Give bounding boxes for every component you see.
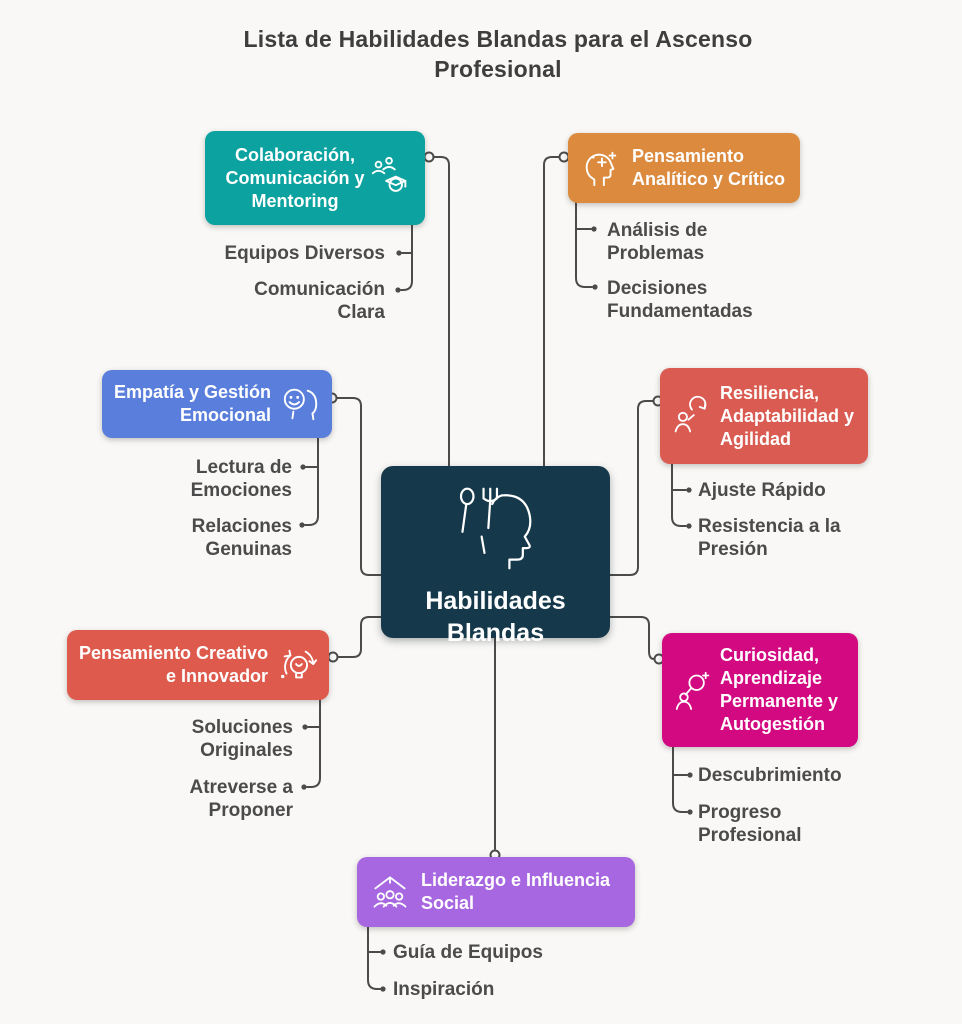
branch-pensamiento-creativo-innovador — [67, 630, 329, 700]
branch-pensamiento-analitico-critico — [568, 133, 800, 203]
empathy-smiley-head-icon — [279, 384, 323, 424]
branch-colaboracion-label: Colaboración, Comunicación y Mentoring — [225, 144, 365, 211]
analytical-head-icon — [580, 147, 622, 189]
sub-item-equipos-diversos: Equipos Diversos — [224, 243, 385, 264]
central-node-habilidades-blandas — [381, 466, 610, 647]
page-title-line-1: Lista de Habilidades Blandas para el Ascenso — [243, 26, 753, 52]
central-node-label: Habilidades Blandas — [425, 587, 566, 647]
page-title-line-2: Profesional — [434, 56, 562, 82]
branch-empatia-label: Empatía y Gestión Emocional — [114, 382, 272, 425]
branch-liderazgo-label: Liderazgo e Influencia Social — [421, 870, 611, 913]
sub-item-decisiones-fundamentadas: Decisiones Fundamentadas — [607, 278, 753, 322]
connector-colaboracion — [434, 157, 449, 466]
sub-item-descubrimiento: Descubrimiento — [698, 765, 842, 786]
bracket-empatia — [305, 438, 318, 525]
head-with-cutlery-icon — [438, 482, 554, 579]
connector-analitico — [544, 157, 559, 466]
branch-colaboracion-comunicacion-mentoring — [205, 131, 425, 225]
leadership-people-icon — [369, 872, 411, 912]
sub-item-relaciones-genuinas: Relaciones Genuinas — [191, 516, 292, 560]
sub-item-analisis-de-problemas: Análisis de Problemas — [607, 220, 708, 264]
branch-creativo-label: Pensamiento Creativo e Innovador — [79, 643, 269, 686]
branch-resiliencia-label: Resiliencia, Adaptabilidad y Agilidad — [720, 382, 855, 449]
branch-curiosidad-aprendizaje-autogestion — [662, 633, 858, 747]
sub-item-ajuste-rapido: Ajuste Rápido — [698, 480, 826, 501]
connector-creativo — [338, 617, 382, 657]
sub-item-lectura-de-emociones: Lectura de Emociones — [190, 457, 292, 501]
branch-curiosidad-label: Curiosidad, Aprendizaje Permanente y Autogestión — [720, 645, 839, 734]
sub-item-progreso-profesional: Progreso Profesional — [698, 802, 802, 846]
person-magnifier-icon — [674, 668, 712, 712]
bracket-curiosidad — [673, 747, 687, 812]
branch-resiliencia-adaptabilidad-agilidad — [660, 368, 868, 464]
sub-item-guia-de-equipos: Guía de Equipos — [393, 942, 543, 963]
connector-empatia — [337, 398, 382, 575]
sub-item-resistencia-a-la-presion: Resistencia a la Presión — [698, 516, 841, 560]
person-refresh-icon — [672, 395, 712, 437]
branch-empatia-gestion-emocional — [102, 370, 332, 438]
connector-curiosidad — [610, 617, 654, 659]
sub-item-atreverse-a-proponer: Atreverse a Proponer — [189, 777, 293, 821]
sub-item-inspiracion: Inspiración — [393, 979, 495, 1000]
collaboration-people-icon — [367, 155, 413, 201]
branch-analitico-label: Pensamiento Analítico y Crítico — [632, 146, 786, 189]
bracket-resiliencia — [672, 464, 686, 526]
bracket-colaboracion — [401, 225, 412, 290]
bracket-analitico — [576, 203, 592, 287]
bracket-creativo — [307, 700, 320, 787]
connector-resiliencia — [610, 401, 653, 575]
lightbulb-innovation-icon — [276, 644, 320, 686]
sub-item-comunicacion-clara: Comunicación Clara — [254, 279, 385, 323]
branch-liderazgo-influencia-social — [357, 857, 635, 927]
bracket-liderazgo — [368, 927, 380, 989]
sub-item-soluciones-originales: Soluciones Originales — [191, 717, 293, 761]
